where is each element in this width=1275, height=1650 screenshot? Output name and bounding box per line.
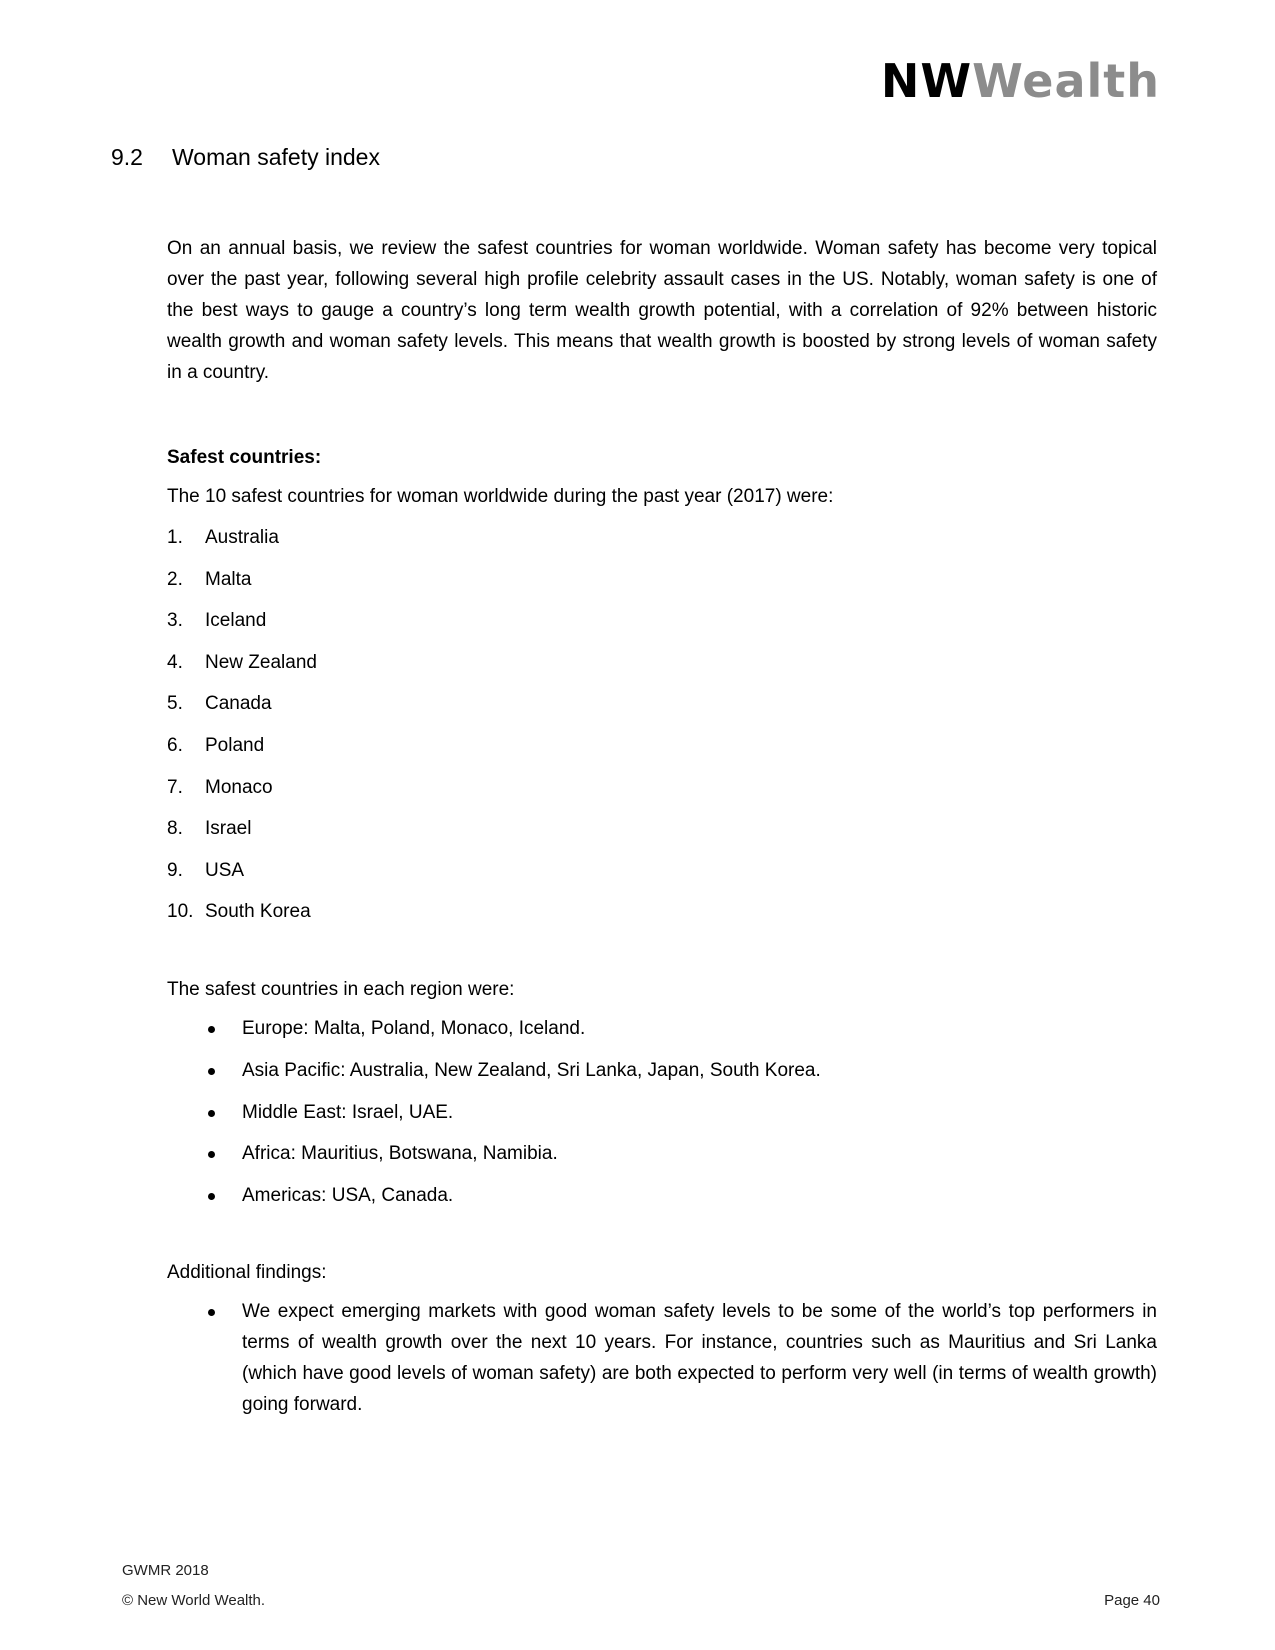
regions-lead: The safest countries in each region were: — [167, 979, 515, 1001]
page-number: Page 40 — [1104, 1592, 1160, 1609]
logo-nw: NW — [880, 54, 973, 108]
list-item — [167, 564, 1157, 595]
rank-number: 10. — [167, 901, 194, 923]
country-name: USA — [205, 859, 245, 881]
list-item: Europe: Malta, Poland, Monaco, Iceland. — [167, 1013, 1157, 1044]
country-name: Australia — [205, 527, 279, 548]
list-item — [167, 813, 1157, 844]
list-item — [167, 772, 1157, 803]
rank-number: 2. — [167, 568, 183, 590]
rank-number: 7. — [167, 776, 183, 798]
page-footer — [122, 1562, 1160, 1610]
list-item — [167, 896, 1157, 927]
rank-number: 3. — [167, 610, 183, 632]
safest-countries-list — [167, 522, 1157, 927]
regions-list — [167, 1013, 1157, 1210]
list-item — [167, 730, 1157, 761]
country-name: Israel — [205, 818, 252, 840]
country-name: South Korea — [205, 901, 311, 923]
list-item: Africa: Mauritius, Botswana, Namibia. — [167, 1138, 1157, 1169]
list-item — [167, 855, 1157, 886]
list-item: Middle East: Israel, UAE. — [167, 1097, 1157, 1128]
safest-lead: The 10 safest countries for woman worldwide during the past year (2017) were: — [167, 486, 834, 507]
main-content — [167, 233, 1157, 1420]
list-item: We expect emerging markets with good woman safety levels to be some of the world’s top performers in terms of wealth growth over the next 10 years. For instance, countries such as Mauritius and Sri Lanka (which have good levels of woman safety) are both expected to perform very well (in terms of wealth growth) going forward. — [167, 1296, 1157, 1420]
intro-paragraph: On an annual basis, we review the safest countries for woman worldwide. Woman safety has become very topical over the past year, following several high profile celebrity assault cases in the US. Notably, woman safety is one of the best ways to gauge a country’s long term wealth growth potential, with a correlation of 92% between historic wealth growth and woman safety levels. This means that wealth growth is boosted by strong levels of woman safety in a country. — [167, 238, 1157, 383]
safest-heading: Safest countries: — [167, 447, 322, 468]
country-name: Poland — [205, 734, 265, 756]
section-heading — [111, 146, 380, 169]
list-item: Americas: USA, Canada. — [167, 1180, 1157, 1211]
brand-logo — [880, 54, 1160, 108]
list-item — [167, 688, 1157, 719]
country-name: New Zealand — [205, 651, 317, 673]
report-name: GWMR 2018 — [122, 1562, 209, 1579]
section-title: Woman safety index — [172, 144, 380, 170]
list-item — [167, 605, 1157, 636]
copyright: © New World Wealth. — [122, 1592, 266, 1609]
list-item — [167, 647, 1157, 678]
rank-number: 5. — [167, 693, 183, 715]
rank-number: 9. — [167, 859, 183, 881]
country-name: Iceland — [205, 610, 267, 632]
list-item: Asia Pacific: Australia, New Zealand, Sri Lanka, Japan, South Korea. — [167, 1055, 1157, 1086]
logo-wealth: Wealth — [972, 54, 1160, 108]
rank-number: 8. — [167, 818, 183, 840]
rank-number: 6. — [167, 734, 183, 756]
additional-findings-lead: Additional findings: — [167, 1261, 327, 1283]
country-name: Canada — [205, 693, 272, 715]
rank-number: 4. — [167, 651, 183, 673]
rank-number: 1. — [167, 527, 183, 548]
additional-findings-list — [167, 1296, 1157, 1420]
list-item — [167, 522, 1157, 553]
country-name: Malta — [205, 568, 252, 590]
section-number: 9.2 — [111, 144, 143, 170]
country-name: Monaco — [205, 776, 273, 798]
